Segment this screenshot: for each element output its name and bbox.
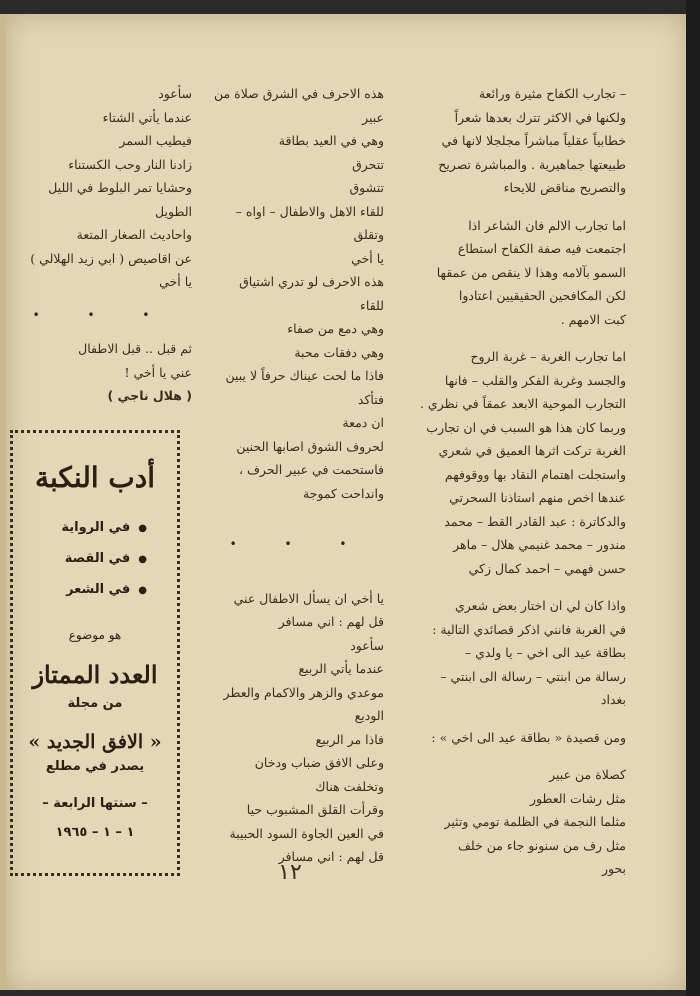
poem-line: عندما يأتي الشتاء <box>102 109 192 125</box>
text-line: بطاقة عيد الى اخي – يا ولدي – <box>464 645 626 660</box>
text-line: حسن فهمي – احمد كمال زكي <box>468 560 626 576</box>
text-line: طبيعتها جماهيرية . والمباشرة تصريح <box>438 156 626 172</box>
poem-line: وحشايا تمر البلوط في الليل <box>48 180 192 195</box>
text-line: والجسد وغربة الفكر والقلب – فانها <box>444 372 626 388</box>
poem-line: وعلى الافق ضباب ودخان <box>254 755 384 770</box>
ad-issue-title: العدد الممتاز <box>32 660 158 689</box>
paragraph-2 <box>418 214 626 332</box>
poem-line: سأعود <box>350 637 384 653</box>
text-line: اما تجارب الغربة – غربة الروح <box>470 349 626 364</box>
poem-line: يا أخي <box>351 250 384 266</box>
poem-line: قل لهم : اني مسافر <box>278 849 384 864</box>
poem-line: وتقلق <box>353 227 384 242</box>
text-line: واستجلت اهتمام النقاد بها ووقوفهم <box>444 466 626 482</box>
page-number: ١٢ <box>278 860 302 885</box>
text-line: والتصريح مناقض للايحاء <box>503 180 626 195</box>
poem-excerpt <box>418 763 626 881</box>
poem-line: يا أخي ان يسأل الاطفال عني <box>233 590 384 606</box>
poem-line: هذه الاحرف لو تدري اشتياق للقاء <box>239 274 384 313</box>
text-line: عندها اخص منهم استاذنا السحرتي <box>449 490 626 505</box>
poem-line: ان دمعة <box>342 415 384 430</box>
poem-line: عني يا أخي ! <box>124 364 192 380</box>
poem-column-middle <box>214 82 384 869</box>
article-column-right <box>418 82 626 881</box>
text-line: في الغربة فانني اذكر قصائدي التالية : <box>432 621 626 637</box>
author-signature: ( هلال ناجي ) <box>107 388 192 403</box>
text-line: اما تجارب الالم فان الشاعر اذا <box>468 217 626 233</box>
poem-line: هذه الاحرف في الشرق صلاة من <box>213 86 384 101</box>
text-line: التجارب الموحية الابعد عمقاً في نظري . <box>419 396 626 411</box>
paragraph-3 <box>418 345 626 580</box>
ad-topics-list <box>19 513 171 606</box>
text-line: الغربة تركت اثرها العميق في شعري <box>438 443 626 458</box>
poem-line: وتخلفت هناك <box>315 778 384 794</box>
paragraph-1 <box>418 82 626 200</box>
poem-line: بحور <box>601 861 626 876</box>
poem-line: مثل رف من سنونو جاء من خلف <box>457 837 626 853</box>
paragraph-4 <box>418 594 626 712</box>
poem-line: الوديع <box>354 708 384 723</box>
poem-line: وهي دمع من صفاء <box>287 321 384 336</box>
poem-line: يا أخي <box>159 274 192 289</box>
text-line: ومن قصيدة « بطاقة عيد الى اخي » : <box>431 729 626 745</box>
ad-title: أدب النكبة <box>34 461 156 494</box>
ad-magazine-name: « الافق الجديد » <box>28 731 162 753</box>
poem-stanza-3 <box>12 82 192 294</box>
section-divider-dots: • • • <box>229 537 369 551</box>
poem-line: في العين الجاوة السود الحبيبة <box>229 825 384 841</box>
text-line: اجتمعت فيه صفة الكفاح استطاع <box>457 241 626 256</box>
text-line: خطابياً عقلياً مباشراً مجلجلا لانها في <box>441 133 626 148</box>
poem-line: الطويل <box>155 203 192 219</box>
poem-line: للقاء الاهل والاطفال – اواه – <box>235 203 384 219</box>
text-line: رسالة من ابنتي – رسالة الى ابنتي – بغداد <box>440 668 626 707</box>
poem-line: قل لهم : اني مسافر <box>278 614 384 629</box>
ad-topic-item: ● في الشعر <box>19 575 147 606</box>
poem-line: سأعود <box>158 86 192 101</box>
poem-line: فيطيب السمر <box>119 133 192 148</box>
ad-from-line: من مجلة <box>67 696 123 711</box>
text-line: وربما كان هذا هو السبب في ان تجارب <box>426 419 626 435</box>
poem-line: موعدي والزهر والاكمام والعطر <box>223 684 384 700</box>
ad-year-line: – سنتها الرابعة – <box>42 796 148 811</box>
poem-line: لحروف الشوق اصابها الحنين <box>236 438 384 454</box>
poem-line: وانداحت كموجة <box>302 485 384 501</box>
poem-line: فاذا ما لحت عيناك حرفاً لا يبين <box>225 368 384 383</box>
text-line: كبت الامهم . <box>560 311 626 327</box>
ad-topic-item: ● في القصة <box>19 544 147 575</box>
advertisement-box <box>10 430 180 876</box>
poem-stanza-1 <box>214 82 384 505</box>
ad-publish-line: يصدر في مطلع <box>45 759 145 774</box>
text-line: السمو بآلامه وهذا لا ينقص من عمقها <box>436 264 626 280</box>
text-line: – تجارب الكفاح مثيرة ورائعة <box>478 86 626 101</box>
poem-column-left <box>12 82 192 408</box>
poem-line: فاستحمت في عبير الحرف ، <box>238 462 384 477</box>
text-line: واذا كان لي ان اختار بعض شعري <box>454 598 626 613</box>
poem-line: عبير <box>362 109 384 125</box>
poem-line: كصلاة من عبير <box>549 767 626 782</box>
poem-line: فاذا مر الربيع <box>315 731 384 747</box>
section-divider-dots: • • • <box>32 307 172 322</box>
poem-stanza-2 <box>214 587 384 869</box>
poem-line: مثلما النجمة في الظلمة تومي وتثير <box>444 814 626 829</box>
text-line: لكن المكافحين الحقيقيين اعتادوا <box>458 288 626 303</box>
poem-line: وهي دفقات محبة <box>294 344 384 360</box>
ad-topic-item: ● في الرواية <box>19 513 147 544</box>
poem-line: وهي في العيد بطاقة <box>278 133 384 148</box>
poem-line: فتأكد <box>357 391 384 407</box>
text-line: والدكاترة : عبد القادر القط – محمد <box>444 513 626 529</box>
text-line: مندور – محمد غنيمي هلال – ماهر <box>453 537 626 552</box>
poem-line: مثل رشات العطور <box>529 790 626 806</box>
ad-date: ١ – ١ – ١٩٦٥ <box>55 825 135 840</box>
text-line: ولكنها في الاكثر تترك بعدها شعراً <box>454 109 626 125</box>
paragraph-5 <box>418 726 626 750</box>
ad-subject-line: هو موضوع <box>68 628 122 642</box>
poem-line: تتحرق <box>352 156 384 172</box>
poem-ending <box>12 337 192 408</box>
poem-line: عندما يأتي الربيع <box>298 661 384 676</box>
scan-shadow <box>686 0 700 996</box>
poem-line: عن اقاصيص ( ابي زيد الهلالي ) <box>30 250 192 266</box>
poem-line: واحاديث الصغار المتعة <box>76 227 192 242</box>
poem-line: تتشوق <box>349 180 384 195</box>
poem-line: ثم قبل .. قبل الاطفال <box>78 341 192 356</box>
poem-line: وقرأت القلق المشبوب حيا <box>246 802 384 817</box>
poem-line: زادنا النار وحب الكستناء <box>68 156 192 172</box>
